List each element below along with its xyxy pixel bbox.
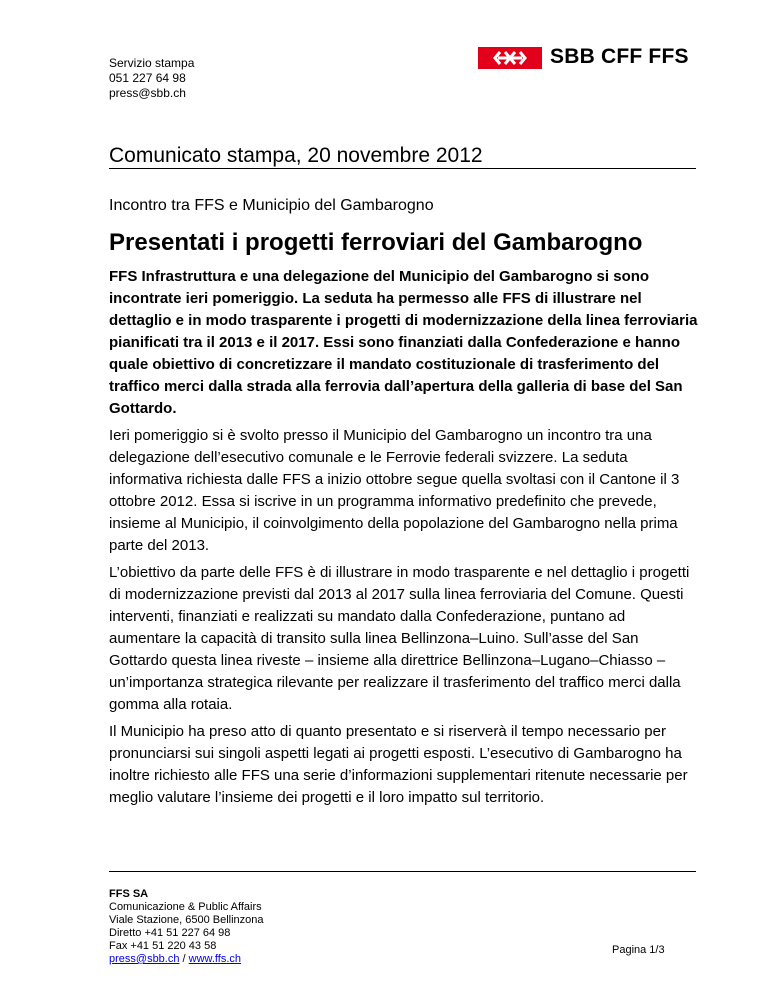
article-kicker: Incontro tra FFS e Municipio del Gambarogno	[109, 197, 434, 214]
article-lead: FFS Infrastruttura e una delegazione del Municipio del Gambarogno si sono incontrate ieri pomeriggio. La seduta ha permesso alle FFS di illustrare nel dettaglio e in modo trasparente i progetti di modernizzazione della linea ferroviaria pianificati tra il 2013 e il 2017. Essi sono finanziati dalla Confederazione e hanno quale obiettivo di concretizzare il mandato costituzionale di trasferimento del traffico merci dalla strada alla ferrovia dall’apertura della galleria di base del San Gottardo.	[109, 268, 698, 417]
contact-email: press@sbb.ch	[109, 86, 186, 100]
footer-department: Comunicazione & Public Affairs	[109, 901, 262, 913]
contact-department: Servizio stampa	[109, 56, 195, 70]
article-paragraph: L’obiettivo da parte delle FFS è di illustrare in modo trasparente e nel dettaglio i progetti di modernizzazione previsti dal 2013 al 2017 sulla linea ferroviaria del Comune. Questi interventi, finanziati e realizzati su mandato dalla Confederazione, puntano ad aumentare la capacità di transito sulla linea Bellinzona–Luino. Sull’asse del San Gottardo questa linea riveste – insieme alla direttrice Bellinzona–Lugano–Chiasso – un’importanza strategica rilevante per realizzare il trasferimento del traffico merci dalla gomma alla rotaia.	[109, 564, 690, 713]
header-divider	[109, 168, 696, 169]
footer-web-link[interactable]: www.ffs.ch	[188, 953, 242, 965]
article-headline: Presentati i progetti ferroviari del Gambarogno	[109, 229, 643, 256]
sbb-logo	[478, 47, 706, 69]
article-paragraph: Ieri pomeriggio si è svolto presso il Municipio del Gambarogno un incontro tra una delegazione dell’esecutivo comunale e le Ferrovie federali svizzere. La seduta informativa richiesta dalle FFS a inizio ottobre segue quella svoltasi con il Cantone il 3 ottobre 2012. Essa si iscrive in un programma informativo predefinito che prevede, insieme al Municipio, il coinvolgimento della popolazione del Gambarogno nella prima parte del 2013.	[109, 427, 680, 554]
footer-link-separator: /	[179, 953, 189, 965]
footer-fax: Fax +41 51 220 43 58	[109, 940, 217, 952]
footer-divider	[109, 871, 696, 872]
article-paragraph: Il Municipio ha preso atto di quanto presentato e si riserverà il tempo necessario per pronunciarsi sui singoli aspetti legati ai progetti esposti. L’esecutivo di Gambarogno ha inoltre richiesto alle FFS una serie d’informazioni supplementari ritenute necessarie per meglio valutare l’insieme dei progetti e il loro impatto sul territorio.	[109, 723, 688, 806]
logo-wordmark: SBB CFF FFS	[550, 45, 689, 68]
contact-phone: 051 227 64 98	[109, 71, 186, 85]
press-release-title: Comunicato stampa, 20 novembre 2012	[109, 144, 483, 167]
footer-contact-block	[109, 888, 264, 966]
footer-email-link[interactable]: press@sbb.ch	[109, 953, 180, 965]
sbb-arrows-cross-icon	[478, 47, 542, 69]
press-contact-block	[109, 56, 194, 101]
footer-links	[109, 953, 264, 966]
footer-address: Viale Stazione, 6500 Bellinzona	[109, 914, 264, 926]
footer-company: FFS SA	[109, 888, 149, 900]
footer-direct-phone: Diretto +41 51 227 64 98	[109, 927, 231, 939]
page-number: Pagina 1/3	[612, 944, 665, 956]
